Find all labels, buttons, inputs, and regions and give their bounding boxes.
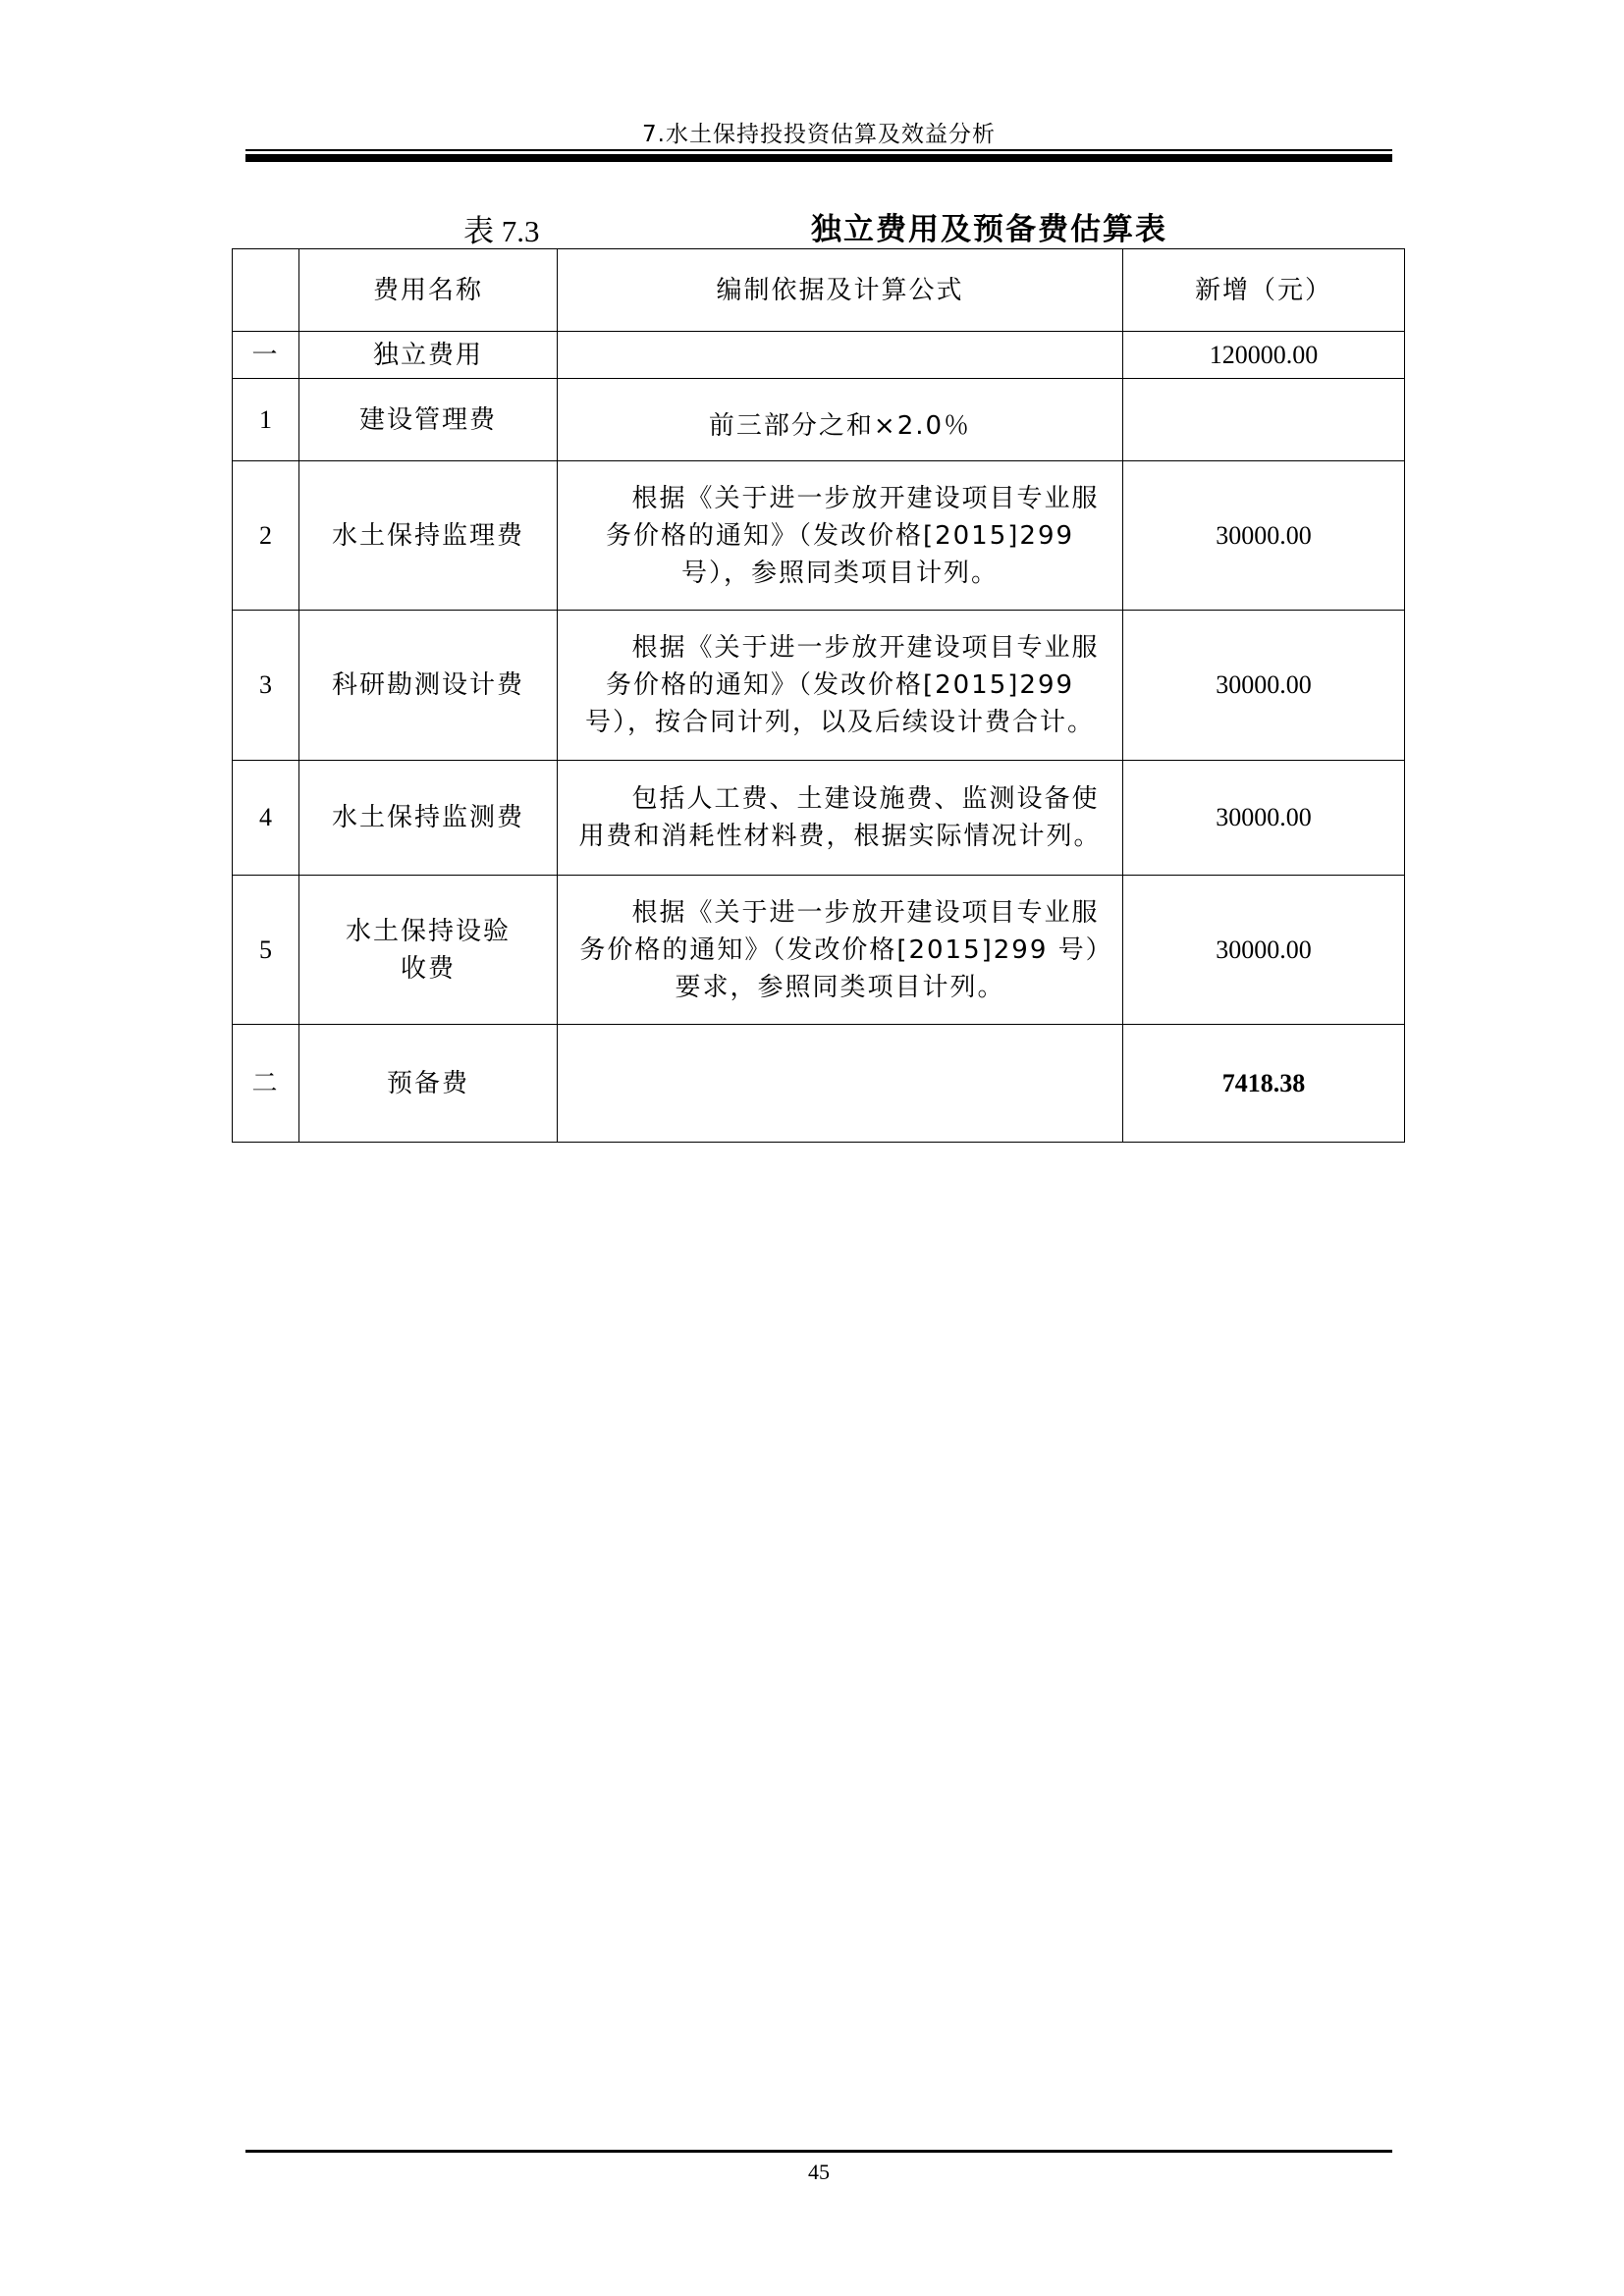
table-title: 独立费用及预备费估算表 xyxy=(811,212,1167,247)
header-rule-thin xyxy=(245,149,1392,151)
fee-estimate-table xyxy=(232,248,1405,1143)
row-basis xyxy=(558,1025,1123,1143)
page-number: 45 xyxy=(808,2160,830,2184)
table-row xyxy=(233,611,1405,761)
row-basis-text: 根据《关于进一步放开建设项目专业服务价格的通知》（发改价格[2015]299 号），按合同计列，以及后续设计费合计。 xyxy=(584,633,1100,737)
row-basis xyxy=(558,332,1123,379)
row-basis-text: 包括人工费、土建设施费、监测设备使用费和消耗性材料费，根据实际情况计列。 xyxy=(578,784,1102,851)
row-amount xyxy=(1123,379,1405,461)
row-amount: 7418.38 xyxy=(1123,1025,1405,1143)
row-fee-name: 建设管理费 xyxy=(299,379,558,461)
table-row xyxy=(233,379,1405,461)
row-basis: 前三部分之和×2.0％ xyxy=(558,379,1123,461)
row-fee-name: 水土保持监测费 xyxy=(299,761,558,876)
row-number: 3 xyxy=(233,611,299,761)
row-number: 1 xyxy=(233,379,299,461)
row-amount: 30000.00 xyxy=(1123,761,1405,876)
row-amount: 120000.00 xyxy=(1123,332,1405,379)
row-basis xyxy=(558,876,1123,1025)
row-amount: 30000.00 xyxy=(1123,611,1405,761)
header-cell-basis: 编制依据及计算公式 xyxy=(558,249,1123,332)
table-row xyxy=(233,461,1405,611)
running-header: 7.水土保持投投资估算及效益分析 xyxy=(642,122,996,147)
row-fee-name: 科研勘测设计费 xyxy=(299,611,558,761)
footer-rule xyxy=(245,2150,1392,2153)
row-amount: 30000.00 xyxy=(1123,461,1405,611)
row-number: 4 xyxy=(233,761,299,876)
row-basis xyxy=(558,761,1123,876)
row-basis-text: 根据《关于进一步放开建设项目专业服务价格的通知》（发改价格[2015]299 号），参照同类项目计列。 xyxy=(605,483,1100,588)
header-rule-thick xyxy=(245,154,1392,162)
table-row xyxy=(233,876,1405,1025)
row-fee-name: 预备费 xyxy=(299,1025,558,1143)
table-row xyxy=(233,332,1405,379)
row-basis-text: 根据《关于进一步放开建设项目专业服务价格的通知》（发改价格[2015]299 号）要求，参照同类项目计列。 xyxy=(579,897,1101,1002)
table-row xyxy=(233,1025,1405,1143)
row-basis xyxy=(558,611,1123,761)
row-number: 一 xyxy=(233,332,299,379)
row-fee-name: 水土保持监理费 xyxy=(299,461,558,611)
row-number: 2 xyxy=(233,461,299,611)
row-fee-name: 水土保持设验收费 xyxy=(299,876,558,1025)
row-number: 5 xyxy=(233,876,299,1025)
row-fee-name: 独立费用 xyxy=(299,332,558,379)
header-cell-name: 费用名称 xyxy=(299,249,558,332)
row-number: 二 xyxy=(233,1025,299,1143)
table-row xyxy=(233,761,1405,876)
row-amount: 30000.00 xyxy=(1123,876,1405,1025)
header-cell-amount: 新增（元） xyxy=(1123,249,1405,332)
table-header-row xyxy=(233,249,1405,332)
row-basis xyxy=(558,461,1123,611)
header-cell-no xyxy=(233,249,299,332)
table-number: 表 7.3 xyxy=(463,214,540,248)
